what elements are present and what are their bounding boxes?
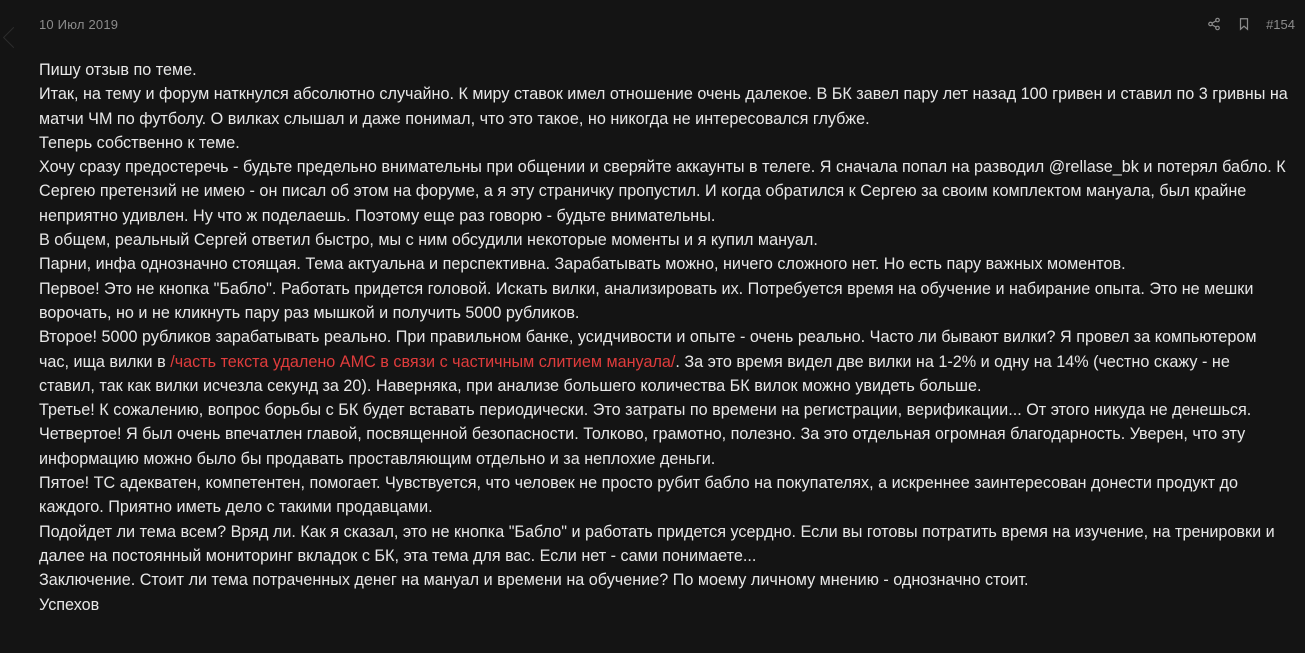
post-paragraph: Успехов — [39, 595, 100, 614]
post-number-link[interactable]: #154 — [1266, 16, 1295, 32]
post-paragraph: Хочу сразу предостеречь - будьте предельно внимательны при общении и сверяйте аккаунты в телеге. Я сначала попал на разводил @rellase_bk и потерял бабло. К Сергею претензий не имею - он писал об этом на форуме, а я эту страничку пропустил. И когда обратился к Сергею за своим комплектом мануала, был крайне неприятно удивлен. Ну что ж поделаешь. Поэтому еще раз говорю - будьте внимательны. — [39, 158, 1286, 225]
post-paragraph: В общем, реальный Сергей ответил быстро, мы с ним обсудили некоторые моменты и я купил мануал. — [39, 231, 818, 250]
post-paragraph: Парни, инфа однозначно стоящая. Тема актуальна и перспективна. Зарабатывать можно, ничего сложного нет. Но есть пару важных моментов. — [39, 255, 1126, 274]
paragraph-text: Второе! 5000 рубликов зарабатывать реально. При правильном банке, усидчивости и опыте - очень реально. Часто ли бывают вилки? Я провел за компьютером час, ища вилки в — [39, 328, 1257, 371]
bookmark-icon[interactable] — [1236, 16, 1252, 32]
post-paragraph: Четвертое! Я был очень впечатлен главой, посвященной безопасности. Толково, грамотно, полезно. За это отдельная огромная благодарность. Уверен, что эту информацию можно было бы продавать проставляющим отдельно и за неплохие деньги. — [39, 425, 1246, 468]
post-date[interactable]: 10 Июл 2019 — [39, 16, 119, 32]
post-paragraph: Подойдет ли тема всем? Вряд ли. Как я сказал, это не кнопка "Бабло" и работать придется усердно. Если вы готовы потратить время на изучение, на тренировки и далее на постоянный мониторинг вкладок с БК, эта тема для вас. Если нет - сами понимаете... — [39, 522, 1275, 565]
post-paragraph: Пятое! ТС адекватен, компетентен, помогает. Чувствуется, что человек не просто рубит бабло на покупателях, а искреннее заинтересован донести продукт до каждого. Приятно иметь дело с такими продавцами. — [39, 474, 1238, 517]
post-paragraph-second — [39, 325, 1289, 398]
paragraph-text: . За это время видел две вилки на 1-2% и одну на 14% (честно скажу - не ставил, так как вилки исчезла секунд за 20). Наверняка, при анализе большего количества БК вилок можно увидеть больше. — [39, 352, 1230, 395]
post-paragraph: Третье! К сожалению, вопрос борьбы с БК будет вставать периодически. Это затраты по времени на регистрации, верификации... От этого никуда не денешься. — [39, 401, 1252, 420]
post-paragraph: Итак, на тему и форум наткнулся абсолютно случайно. К миру ставок имел отношение очень далекое. В БК завел пару лет назад 100 гривен и ставил по 3 гривны на матчи ЧМ по футболу. О вилках слышал и даже понимал, что это такое, но никогда не интересовался глубже. — [39, 85, 1288, 128]
post-body — [39, 58, 1289, 617]
post-paragraph: Теперь собственно к теме. — [39, 133, 240, 152]
post-paragraph: Пишу отзыв по теме. — [39, 61, 197, 79]
post-paragraph: Заключение. Стоит ли тема потраченных денег на мануал и времени на обучение? По моему личному мнению - однозначно стоит. — [39, 571, 1029, 590]
post-pointer-arrow — [3, 27, 24, 48]
share-icon[interactable] — [1206, 16, 1222, 32]
post-actions — [1206, 16, 1295, 32]
redacted-notice: /часть текста удалено АМС в связи с частичным слитием мануала/ — [170, 352, 676, 371]
post-paragraph: Первое! Это не кнопка "Бабло". Работать придется головой. Искать вилки, анализировать их. Потребуется время на обучение и набирание опыта. Это не мешки ворочать, но и не кликнуть пару раз мышкой и получить 5000 рубликов. — [39, 279, 1254, 322]
post-header — [39, 12, 1295, 36]
